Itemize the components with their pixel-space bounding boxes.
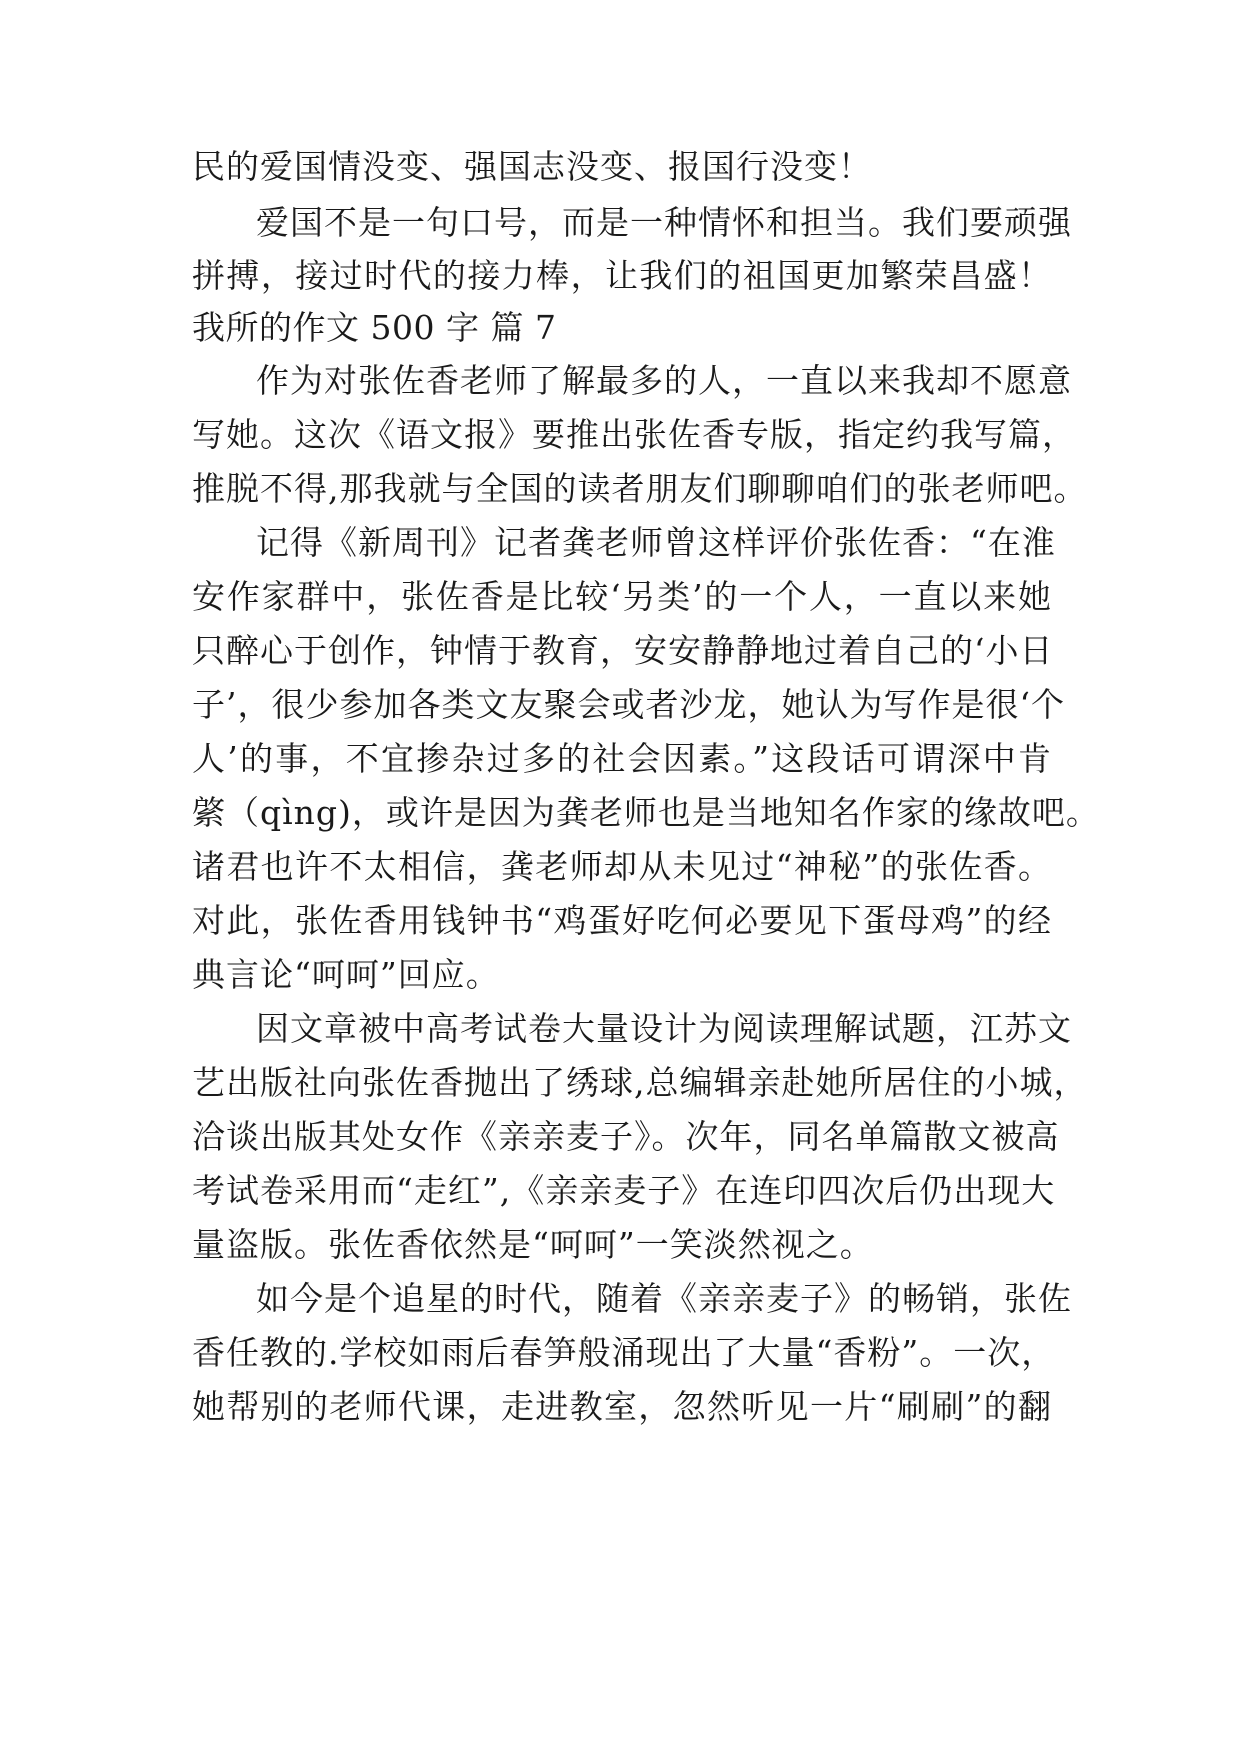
paragraph-line: 诸君也许不太相信，龚老师却从未见过“神秘”的张佐香。 xyxy=(192,847,1052,886)
paragraph-line: 人’的事，不宜掺杂过多的社会因素。”这段话可谓深中肯 xyxy=(192,739,1052,778)
paragraph-line: 因文章被中高考试卷大量设计为阅读理解试题，江苏文 xyxy=(256,1009,1072,1048)
paragraph-line: 爱国不是一句口号，而是一种情怀和担当。我们要顽强 xyxy=(256,203,1072,242)
paragraph-line: 香任教的.学校如雨后春笋般涌现出了大量“香粉”。一次， xyxy=(192,1333,1056,1372)
paragraph-line: 安作家群中，张佐香是比较‘另类’的一个人，一直以来她 xyxy=(192,577,1052,616)
paragraph-line: 只醉心于创作，钟情于教育，安安静静地过着自己的‘小日 xyxy=(192,631,1054,670)
paragraph-line: 子’，很少参加各类文友聚会或者沙龙，她认为写作是很‘个 xyxy=(192,685,1065,724)
section-heading: 我所的作文 500 字 篇 7 xyxy=(192,308,557,347)
paragraph-line: 作为对张佐香老师了解最多的人，一直以来我却不愿意 xyxy=(256,361,1072,400)
paragraph-line: 考试卷采用而“走红”,《亲亲麦子》在连印四次后仍出现大 xyxy=(192,1171,1056,1210)
paragraph-line: 典言论“呵呵”回应。 xyxy=(192,955,500,994)
paragraph-line: 她帮别的老师代课，走进教室，忽然听见一片“刷刷”的翻 xyxy=(192,1387,1052,1426)
paragraph-line: 量盗版。张佐香依然是“呵呵”一笑淡然视之。 xyxy=(192,1225,874,1264)
paragraph-line: 推脱不得,那我就与全国的读者朋友们聊聊咱们的张老师吧。 xyxy=(192,469,1088,508)
paragraph-line: 拼搏，接过时代的接力棒，让我们的祖国更加繁荣昌盛！ xyxy=(192,256,1052,295)
paragraph-line: 记得《新周刊》记者龚老师曾这样评价张佐香：“在淮 xyxy=(256,523,1056,562)
paragraph-line: 艺出版社向张佐香抛出了绣球,总编辑亲赴她所居住的小城， xyxy=(192,1063,1088,1102)
paragraph-line: 对此，张佐香用钱钟书“鸡蛋好吃何必要见下蛋母鸡”的经 xyxy=(192,901,1052,940)
paragraph-line: 綮（qìng)，或许是因为龚老师也是当地知名作家的缘故吧。 xyxy=(192,793,1100,832)
paragraph-line: 洽谈出版其处女作《亲亲麦子》。次年，同名单篇散文被高 xyxy=(192,1117,1060,1156)
paragraph-line: 民的爱国情没变、强国志没变、报国行没变！ xyxy=(192,147,872,186)
paragraph-line: 写她。这次《语文报》要推出张佐香专版，指定约我写篇， xyxy=(192,415,1076,454)
paragraph-line: 如今是个追星的时代，随着《亲亲麦子》的畅销，张佐 xyxy=(256,1279,1072,1318)
